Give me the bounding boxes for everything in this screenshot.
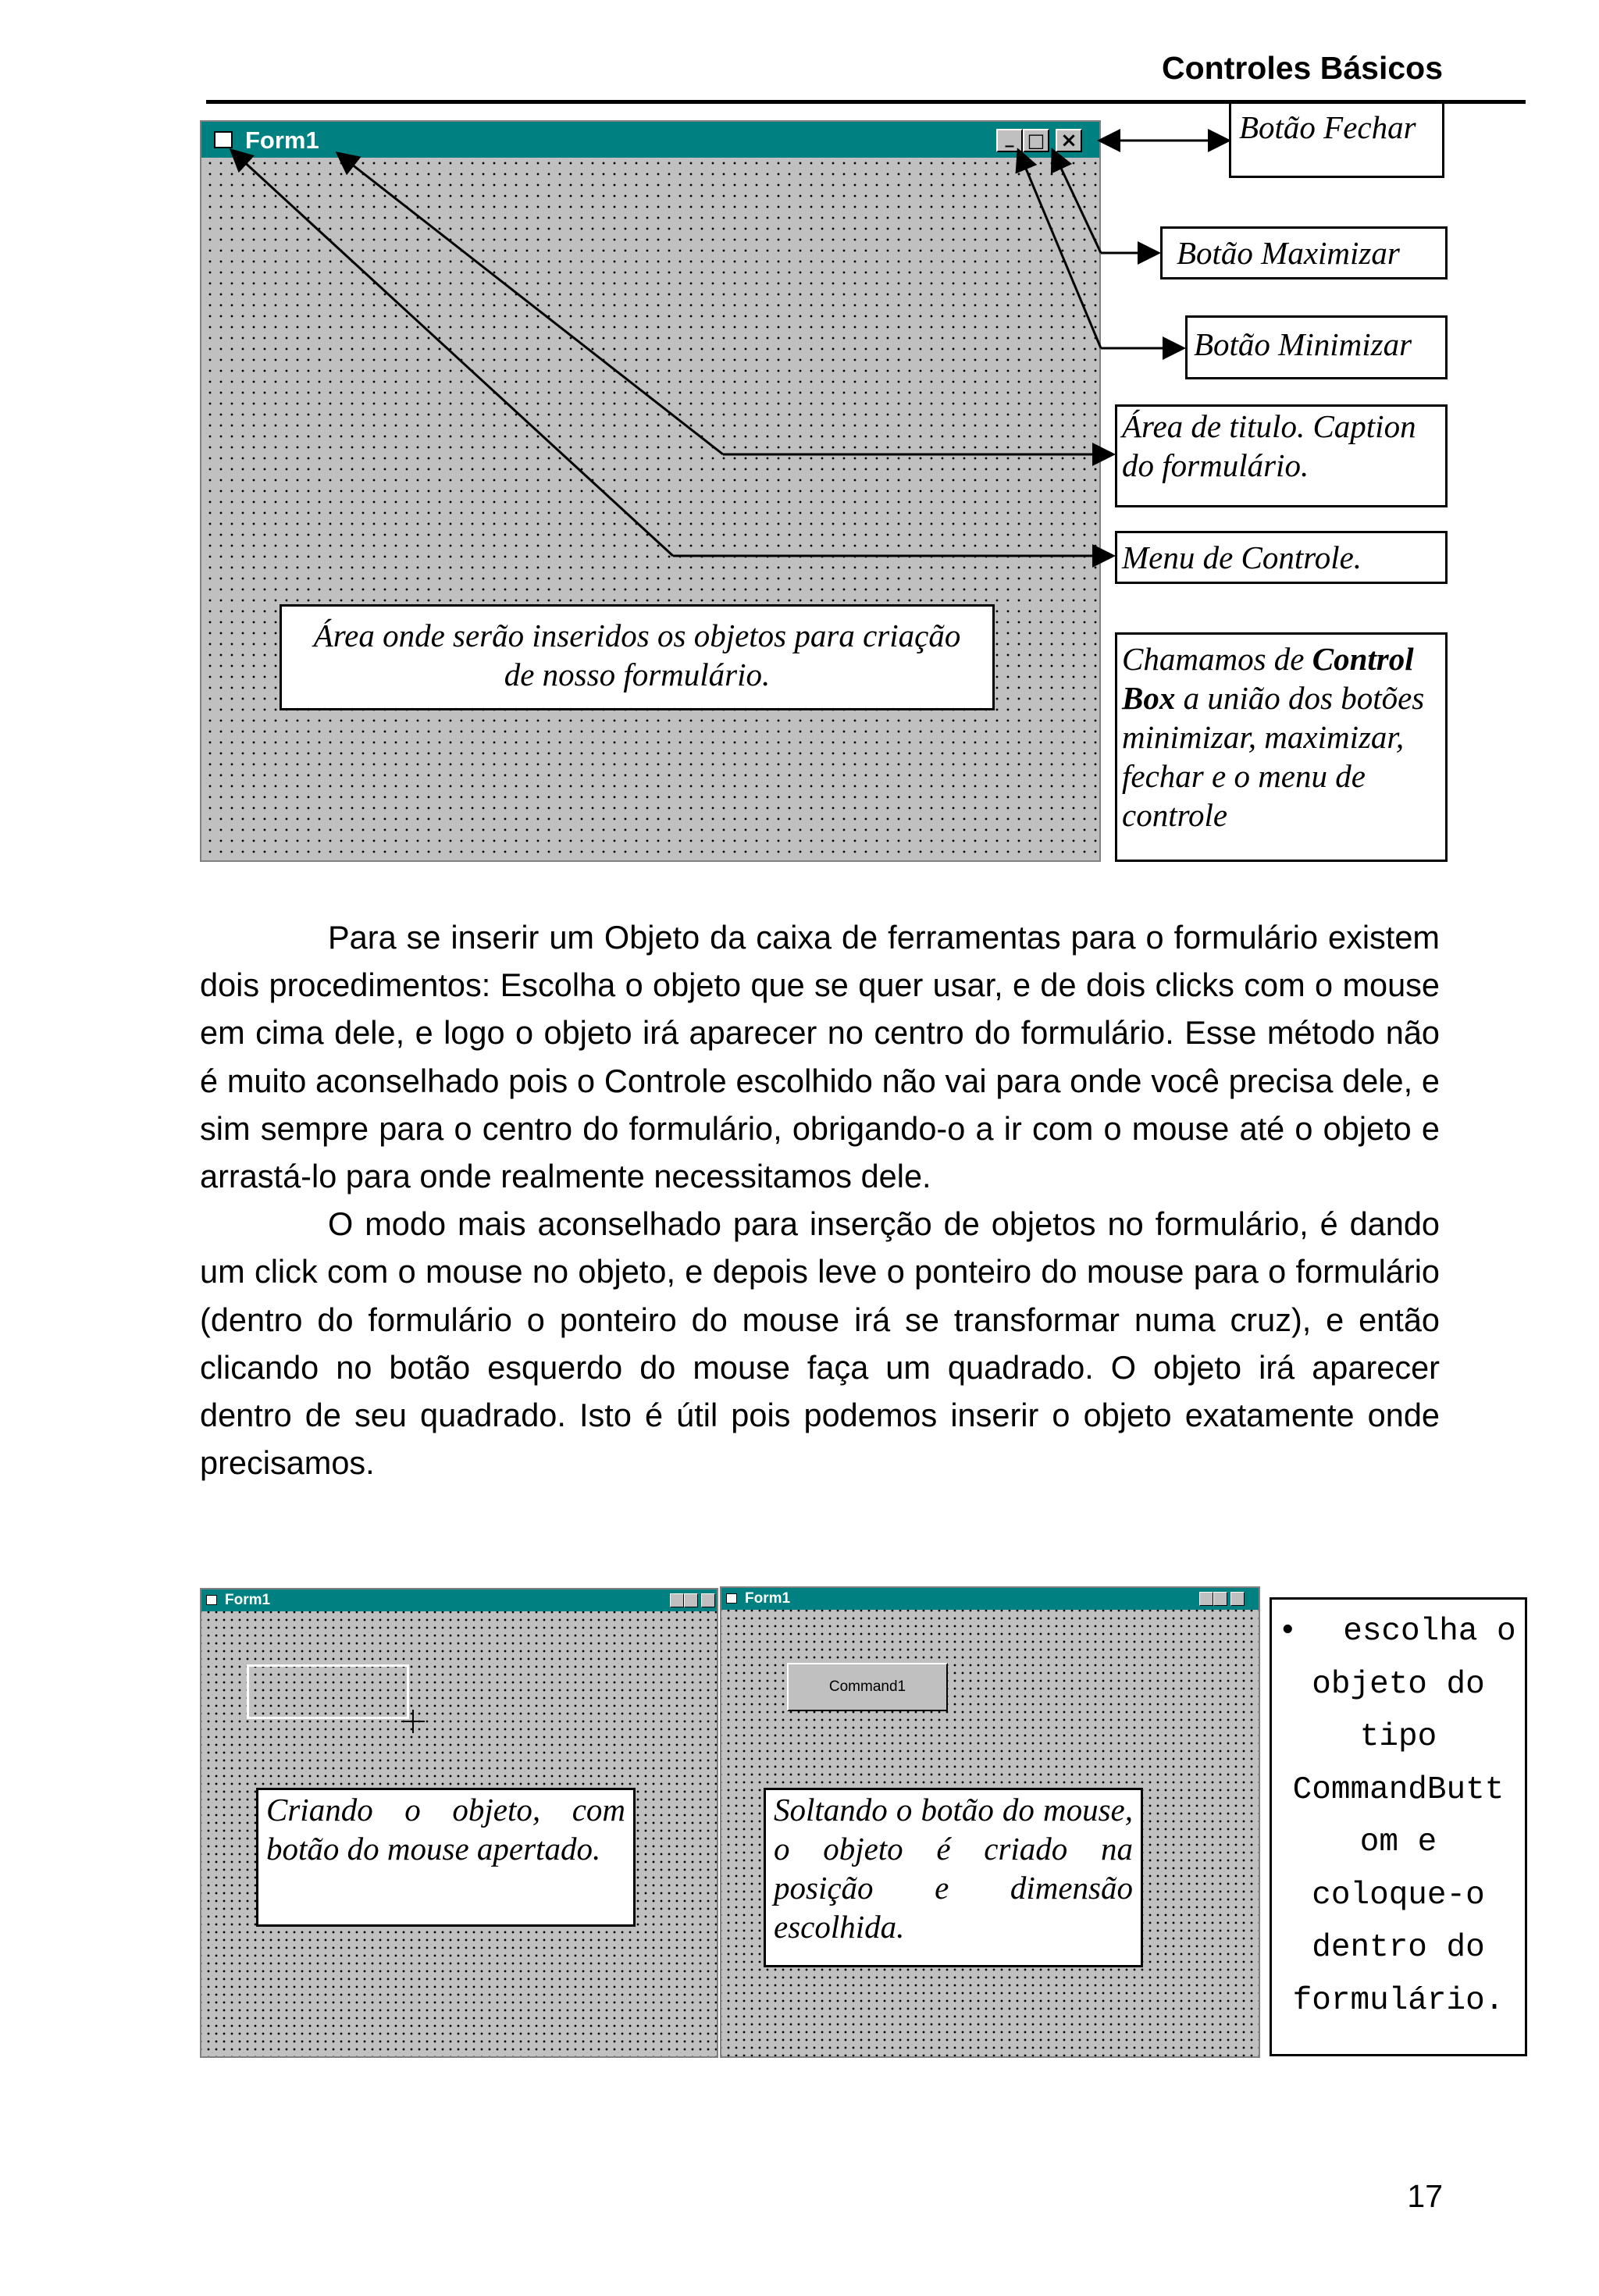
caption-object-created: Soltando o botão do mouse, o objeto é criado na posição e dimensão escolhida. [764,1788,1143,1967]
side-note-line: coloque-o [1312,1877,1485,1913]
selection-rectangle [247,1664,409,1719]
running-header: Controles Básicos [1162,50,1443,86]
main-form-title: Form1 [245,126,319,154]
main-form-titlebar[interactable] [201,122,1099,158]
side-note-line: dentro do [1312,1930,1485,1966]
control-menu-icon[interactable] [726,1593,737,1604]
maximize-button[interactable] [1213,1592,1227,1606]
close-button[interactable] [1230,1592,1245,1606]
main-form-window[interactable] [200,120,1101,862]
command1-button[interactable]: Command1 [787,1663,948,1711]
crosshair-cursor-icon [401,1710,425,1733]
paragraph-1: Para se inserir um Objeto da caixa de ferramentas para o formulário existem dois procedimentos: Escolha o objeto que se quer usar, e de dois clicks com o mouse em cima dele, e logo o objeto irá aparecer no centro do formulário. Esse método não é muito aconselhado pois o Controle escolhido não vai para onde você precisa dele, e sim sempre para o centro do formulário, obrigando-o a ir com o mouse até o objeto e arrastá-lo para onde realmente necessitamos dele. [200,919,1440,1195]
caption-creating-object: Criando o objeto, com botão do mouse apertado. [256,1788,636,1927]
callout-control-menu: Menu de Controle. [1115,531,1448,584]
minimize-button[interactable]: _ [996,129,1023,152]
callout-minimize-button: Botão Minimizar [1185,315,1448,379]
form-area-label: Área onde serão inseridos os objetos para criação de nosso formulário. [280,604,995,710]
bullet-icon: • [1278,1614,1298,1650]
body-text [200,913,1440,1486]
control-menu-icon[interactable] [206,1595,217,1605]
side-note-line: • escolha o [1278,1614,1516,1650]
minimize-button[interactable] [670,1593,684,1607]
small-form-right-title: Form1 [745,1590,791,1607]
callout-control-box: Chamamos de Control Box a união dos botões minimizar, maximizar, fechar e o menu de controle [1115,632,1448,862]
side-note-line: objeto do [1312,1666,1485,1703]
callout-close-button: Botão Fechar [1229,101,1444,178]
minimize-button[interactable] [1199,1592,1213,1606]
maximize-button[interactable]: □ [1023,129,1049,152]
close-button[interactable] [701,1593,715,1607]
control-menu-icon[interactable] [214,131,233,148]
side-note-line: formulário. [1292,1982,1505,2019]
paragraph-2: O modo mais aconselhado para inserção de objetos no formulário, é dando um click com o mouse no objeto, e depois leve o ponteiro do mouse para o formulário (dentro do formulário o ponteiro do mouse irá se transformar numa cruz), e então clicando no botão esquerdo do mouse faça um quadrado. O objeto irá aparecer dentro de seu quadrado. Isto é útil pois podemos inserir o objeto exatamente onde precisamos. [200,1205,1440,1482]
side-note [1270,1597,1527,2056]
callout-title-area: Área de titulo. Caption do formulário. [1115,404,1448,507]
small-form-left-titlebar[interactable] [201,1589,717,1611]
close-button[interactable]: × [1056,129,1082,152]
maximize-button[interactable] [684,1593,698,1607]
callout-maximize-button: Botão Maximizar [1160,226,1448,279]
small-form-left-title: Form1 [225,1592,271,1608]
small-form-right-titlebar[interactable] [721,1588,1259,1610]
page-number: 17 [1407,2178,1443,2214]
side-note-line: CommandButt [1292,1771,1505,1808]
side-note-line: tipo [1359,1719,1437,1755]
side-note-line: om e [1359,1824,1437,1860]
